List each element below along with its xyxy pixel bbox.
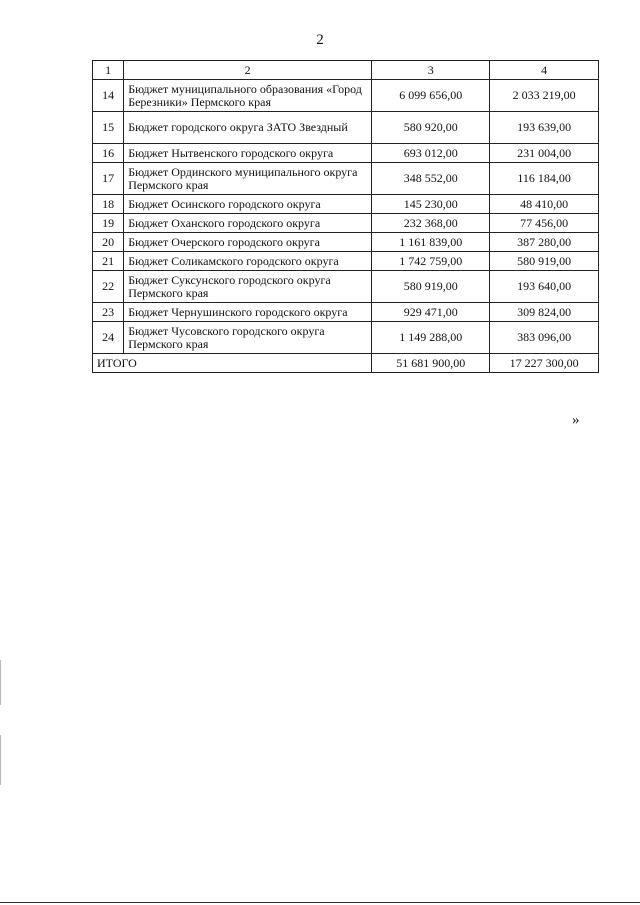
amount-col-3: 580 920,00 [372, 112, 490, 144]
total-row [93, 354, 599, 373]
table-header-row [93, 61, 599, 80]
closing-quote: » [572, 412, 580, 428]
budget-name: Бюджет Чернушинского городского округа [124, 303, 372, 322]
scan-artifact-mark [0, 735, 1, 785]
amount-col-4: 387 280,00 [490, 233, 599, 252]
row-number: 14 [93, 80, 124, 112]
amount-col-3: 348 552,00 [372, 163, 490, 195]
amount-col-3: 1 742 759,00 [372, 252, 490, 271]
table-row [93, 252, 599, 271]
budget-name: Бюджет Суксунского городского округа Пермского края [124, 271, 372, 303]
amount-col-4: 309 824,00 [490, 303, 599, 322]
table-row [93, 214, 599, 233]
budget-name: Бюджет Чусовского городского округа Пермского края [124, 322, 372, 354]
budget-table [92, 60, 599, 373]
total-col-4: 17 227 300,00 [490, 354, 599, 373]
header-col-2: 2 [124, 61, 372, 80]
amount-col-4: 580 919,00 [490, 252, 599, 271]
row-number: 21 [93, 252, 124, 271]
header-col-1: 1 [93, 61, 124, 80]
row-number: 20 [93, 233, 124, 252]
row-number: 24 [93, 322, 124, 354]
budget-name: Бюджет Нытвенского городского округа [124, 144, 372, 163]
page-number: 2 [316, 32, 324, 48]
amount-col-4: 383 096,00 [490, 322, 599, 354]
amount-col-4: 2 033 219,00 [490, 80, 599, 112]
row-number: 19 [93, 214, 124, 233]
table-row [93, 195, 599, 214]
table-row [93, 271, 599, 303]
table-row [93, 233, 599, 252]
row-number: 15 [93, 112, 124, 144]
total-label: ИТОГО [93, 354, 372, 373]
amount-col-3: 580 919,00 [372, 271, 490, 303]
total-col-3: 51 681 900,00 [372, 354, 490, 373]
header-col-3: 3 [372, 61, 490, 80]
amount-col-4: 77 456,00 [490, 214, 599, 233]
scan-artifact-mark [0, 660, 1, 705]
table-row [93, 163, 599, 195]
scan-edge-line [0, 902, 640, 903]
amount-col-3: 1 149 288,00 [372, 322, 490, 354]
amount-col-3: 232 368,00 [372, 214, 490, 233]
amount-col-3: 145 230,00 [372, 195, 490, 214]
amount-col-4: 116 184,00 [490, 163, 599, 195]
row-number: 22 [93, 271, 124, 303]
amount-col-3: 929 471,00 [372, 303, 490, 322]
amount-col-4: 48 410,00 [490, 195, 599, 214]
amount-col-4: 193 640,00 [490, 271, 599, 303]
budget-name: Бюджет Оханского городского округа [124, 214, 372, 233]
table-row [93, 112, 599, 144]
budget-name: Бюджет Соликамского городского округа [124, 252, 372, 271]
budget-name: Бюджет Осинского городского округа [124, 195, 372, 214]
amount-col-3: 1 161 839,00 [372, 233, 490, 252]
row-number: 16 [93, 144, 124, 163]
header-col-4: 4 [490, 61, 599, 80]
budget-name: Бюджет Очерского городского округа [124, 233, 372, 252]
table-row [93, 80, 599, 112]
amount-col-3: 693 012,00 [372, 144, 490, 163]
amount-col-4: 231 004,00 [490, 144, 599, 163]
table-row [93, 303, 599, 322]
row-number: 18 [93, 195, 124, 214]
row-number: 17 [93, 163, 124, 195]
table-row [93, 322, 599, 354]
row-number: 23 [93, 303, 124, 322]
budget-name: Бюджет городского округа ЗАТО Звездный [124, 112, 372, 144]
table-row [93, 144, 599, 163]
amount-col-3: 6 099 656,00 [372, 80, 490, 112]
amount-col-4: 193 639,00 [490, 112, 599, 144]
budget-name: Бюджет Ординского муниципального округа Пермского края [124, 163, 372, 195]
budget-name: Бюджет муниципального образования «Город Березники» Пермского края [124, 80, 372, 112]
